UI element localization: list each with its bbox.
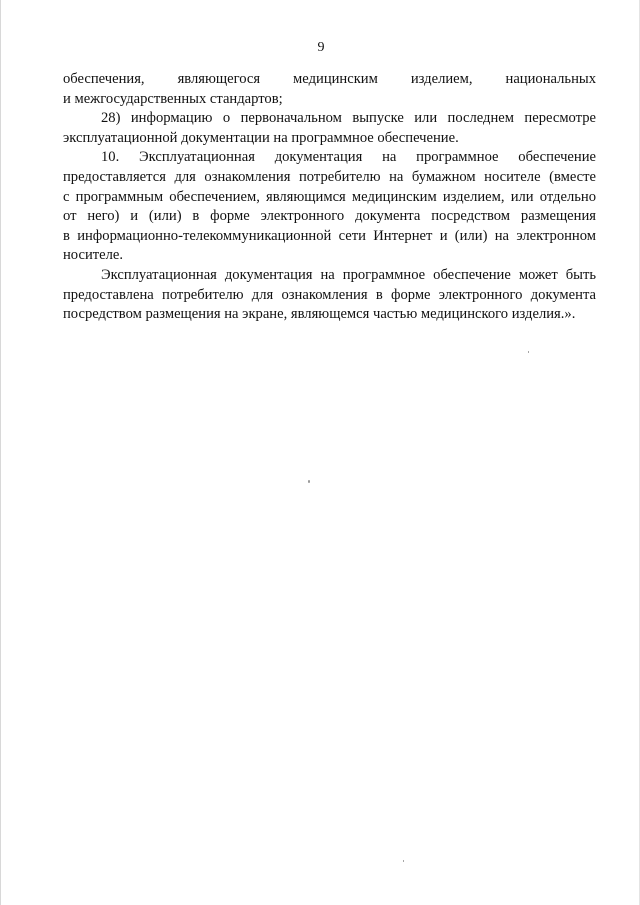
text-line-12: предоставлена потребителю для ознакомления в форме электронного документа [63, 286, 596, 303]
text-line-3: 28) информацию о первоначальном выпуске или последнем пересмотре [101, 110, 596, 127]
text-line-7: с программным обеспечением, являющимся медицинским изделием, или отдельно [63, 188, 596, 205]
text-line-13: посредством размещения на экране, являющемся частью медицинского изделия.». [63, 306, 576, 323]
text-line-1: обеспечения, являющегося медицинским изделием, национальных [63, 71, 596, 87]
text-line-9: в информационно-телекоммуникационной сети Интернет и (или) на электронном [63, 227, 596, 244]
text-line-8: от него) и (или) в форме электронного документа посредством размещения [63, 208, 596, 225]
text-line-6: предоставляется для ознакомления потребителю на бумажном носителе (вместе [63, 168, 596, 185]
scan-speck [528, 351, 529, 353]
text-line-10: носителе. [63, 247, 124, 264]
text-line-5: 10. Эксплуатационная документация на программное обеспечение [101, 149, 596, 166]
page-number: 9 [317, 40, 325, 55]
text-line-11: Эксплуатационная документация на программное обеспечение может быть [101, 266, 596, 283]
text-line-2: и межгосударственных стандартов; [63, 90, 283, 107]
scan-speck [403, 860, 404, 862]
document-body [63, 70, 596, 325]
scan-speck [308, 480, 310, 483]
text-line-4: эксплуатационной документации на программное обеспечение. [63, 129, 459, 146]
